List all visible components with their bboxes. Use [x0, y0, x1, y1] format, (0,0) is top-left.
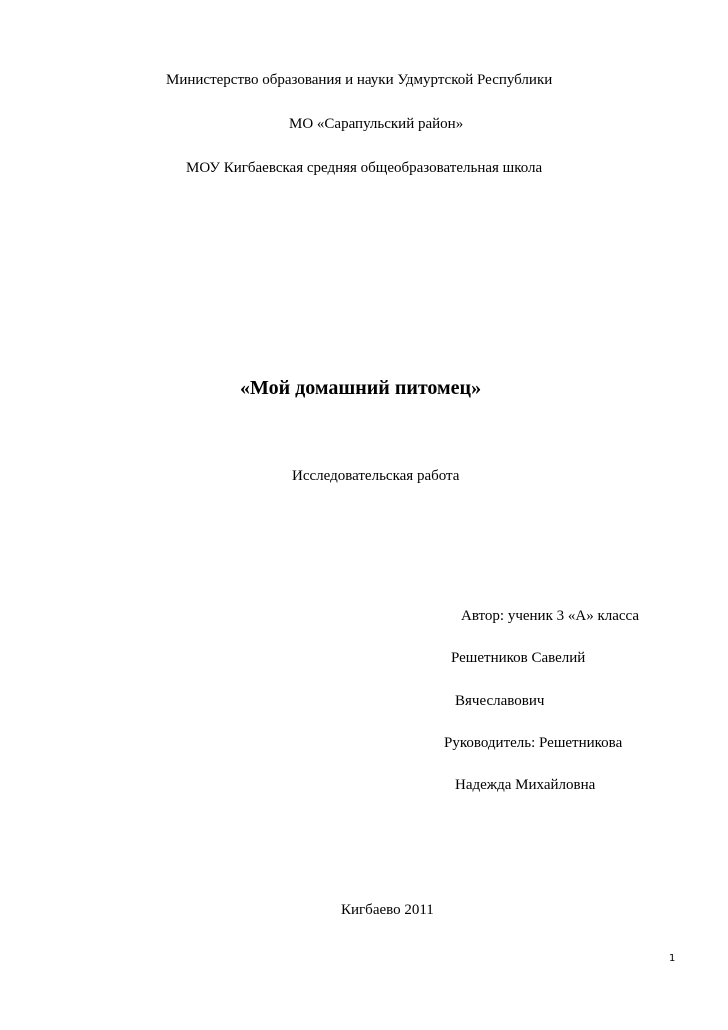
- author-line-1: Автор: ученик 3 «А» класса: [461, 608, 640, 624]
- supervisor-line-1: Руководитель: Решетникова: [444, 735, 623, 751]
- supervisor-line-2: Надежда Михайловна: [455, 777, 596, 793]
- place-year: Кигбаево 2011: [341, 902, 434, 918]
- page-number: 1: [669, 953, 676, 964]
- ministry-line: Министерство образования и науки Удмуртской Республики: [166, 72, 553, 88]
- author-line-2: Решетников Савелий: [451, 650, 586, 666]
- document-subtitle: Исследовательская работа: [292, 468, 460, 484]
- author-line-3: Вячеславович: [455, 693, 545, 709]
- district-line: МО «Сарапульский район»: [289, 116, 464, 132]
- school-line: МОУ Кигбаевская средняя общеобразовательная школа: [186, 160, 543, 176]
- document-title: «Мой домашний питомец»: [240, 377, 482, 399]
